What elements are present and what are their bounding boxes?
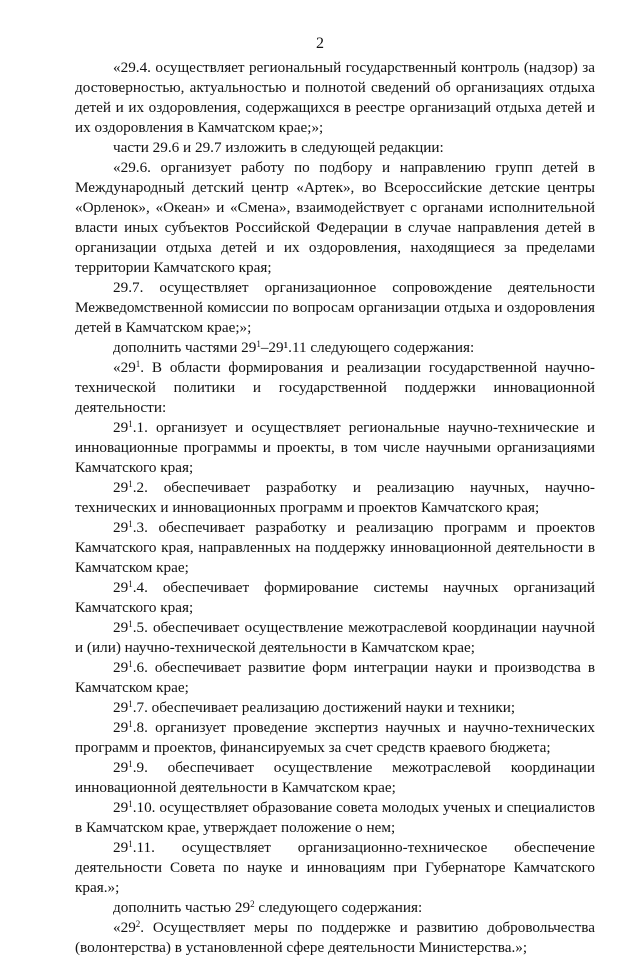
paragraph-text: .3. обеспечивает разработку и реализацию программ и проектов Камчатского края, направленных на поддержку инновационной деятельности в Камчатском крае; — [75, 519, 595, 576]
paragraph-text: –29¹.11 следующего содержания: — [260, 339, 475, 356]
paragraph-text: . В области формирования и реализации государственной научно-технической политики и государственной поддержки инновационной деятельности: — [75, 359, 595, 416]
paragraph-text: .8. организует проведение экспертиз научных и научно-технических программ и проектов, финансируемых за счет средств краевого бюджета; — [75, 719, 595, 756]
paragraph-29-2 — [75, 918, 595, 958]
paragraph-29-1-6 — [75, 658, 595, 698]
superscript: 1 — [128, 519, 133, 529]
paragraph-prefix: 29 — [113, 619, 129, 636]
paragraph-prefix: 29 — [113, 799, 129, 816]
paragraph-prefix: дополнить частью 29 — [113, 899, 251, 916]
paragraph-29-1-10 — [75, 798, 595, 838]
paragraph-text: части 29.6 и 29.7 изложить в следующей редакции: — [113, 139, 444, 156]
superscript: 1 — [256, 339, 261, 349]
paragraph-29-4 — [75, 58, 595, 138]
superscript: 1 — [128, 719, 133, 729]
paragraph-prefix: 29 — [113, 579, 129, 596]
paragraph-text: .10. осуществляет образование совета молодых ученых и специалистов в Камчатском крае, утверждает положение о нем; — [75, 799, 595, 836]
superscript: 1 — [128, 579, 133, 589]
superscript: 2 — [250, 899, 255, 909]
paragraph-prefix: 29 — [113, 699, 129, 716]
paragraph-text: .7. обеспечивает реализацию достижений науки и техники; — [132, 699, 516, 716]
paragraph-29-1-3 — [75, 518, 595, 578]
paragraph-text: 29.7. осуществляет организационное сопровождение деятельности Межведомственной комиссии по вопросам организации отдыха и оздоровления детей в Камчатском крае;»; — [75, 279, 595, 336]
document-body — [75, 58, 595, 958]
paragraph-text: следующего содержания: — [254, 899, 423, 916]
paragraph-29-1-9 — [75, 758, 595, 798]
paragraph-prefix: 29 — [113, 839, 129, 856]
paragraph-add-part-29-2 — [75, 898, 595, 918]
paragraph-text: .6. обеспечивает развитие форм интеграции науки и производства в Камчатском крае; — [75, 659, 595, 696]
paragraph-text: . Осуществляет меры по поддержке и развитию добровольчества (волонтерства) в установленной сфере деятельности Министерства.»; — [75, 919, 595, 956]
paragraph-prefix: 29 — [113, 659, 129, 676]
paragraph-prefix: дополнить частями 29 — [113, 339, 257, 356]
paragraph-text: .4. обеспечивает формирование системы научных организаций Камчатского края; — [75, 579, 595, 616]
paragraph-29-1-1 — [75, 418, 595, 478]
superscript: 1 — [128, 659, 133, 669]
paragraph-29-1-4 — [75, 578, 595, 618]
paragraph-29-6 — [75, 158, 595, 278]
paragraph-prefix: 29 — [113, 719, 129, 736]
paragraph-prefix: 29 — [113, 519, 129, 536]
paragraph-prefix: 29 — [113, 479, 129, 496]
superscript: 1 — [128, 479, 133, 489]
page-number: 2 — [316, 35, 324, 52]
paragraph-text: «29.4. осуществляет региональный государственный контроль (надзор) за достоверностью, актуальностью и полнотой сведений об организациях отдыха детей и их оздоровления, содержащихся в реестре организаций отдыха детей и их оздоровления в Камчатском крае;»; — [75, 59, 595, 136]
paragraph-prefix: 29 — [113, 759, 129, 776]
superscript: 1 — [128, 419, 133, 429]
paragraph-29-1-2 — [75, 478, 595, 518]
paragraph-prefix: «29 — [113, 359, 136, 376]
paragraph-29-7 — [75, 278, 595, 338]
superscript: 1 — [128, 839, 133, 849]
paragraph-amend-29-6-29-7 — [75, 138, 595, 158]
paragraph-29-1-7 — [75, 698, 595, 718]
paragraph-add-parts-29-1 — [75, 338, 595, 358]
paragraph-text: .2. обеспечивает разработку и реализацию научных, научно-технических и инновационных программ и проектов Камчатского края; — [75, 479, 595, 516]
superscript: 1 — [128, 799, 133, 809]
paragraph-29-1 — [75, 358, 595, 418]
paragraph-29-1-5 — [75, 618, 595, 658]
paragraph-text: .1. организует и осуществляет региональные научно-технические и инновационные программы и проекты, в том числе научными организациями Камчатского края; — [75, 419, 595, 476]
paragraph-prefix: «29 — [113, 919, 136, 936]
paragraph-text: «29.6. организует работу по подбору и направлению групп детей в Международный детский центр «Артек», во Всероссийские детские центры «Орленок», «Океан» и «Смена», взаимодействует с органами исполнительной власти иных субъектов Российской Федерации в случае направления детей в организации отдыха детей и их оздоровления, находящиеся за пределами территории Камчатского края; — [75, 159, 595, 276]
paragraph-prefix: 29 — [113, 419, 129, 436]
paragraph-text: .5. обеспечивает осуществление межотраслевой координации научной и (или) научно-технической деятельности в Камчатском крае; — [75, 619, 595, 656]
paragraph-text: .9. обеспечивает осуществление межотраслевой координации инновационной деятельности в Камчатском крае; — [75, 759, 595, 796]
superscript: 1 — [135, 359, 141, 369]
superscript: 1 — [128, 619, 133, 629]
superscript: 1 — [128, 699, 133, 709]
paragraph-29-1-11 — [75, 838, 595, 898]
superscript: 2 — [135, 919, 141, 929]
superscript: 1 — [128, 759, 133, 769]
paragraph-29-1-8 — [75, 718, 595, 758]
paragraph-text: .11. осуществляет организационно-техническое обеспечение деятельности Совета по науке и инновациям при Губернаторе Камчатского края.»; — [75, 839, 595, 896]
